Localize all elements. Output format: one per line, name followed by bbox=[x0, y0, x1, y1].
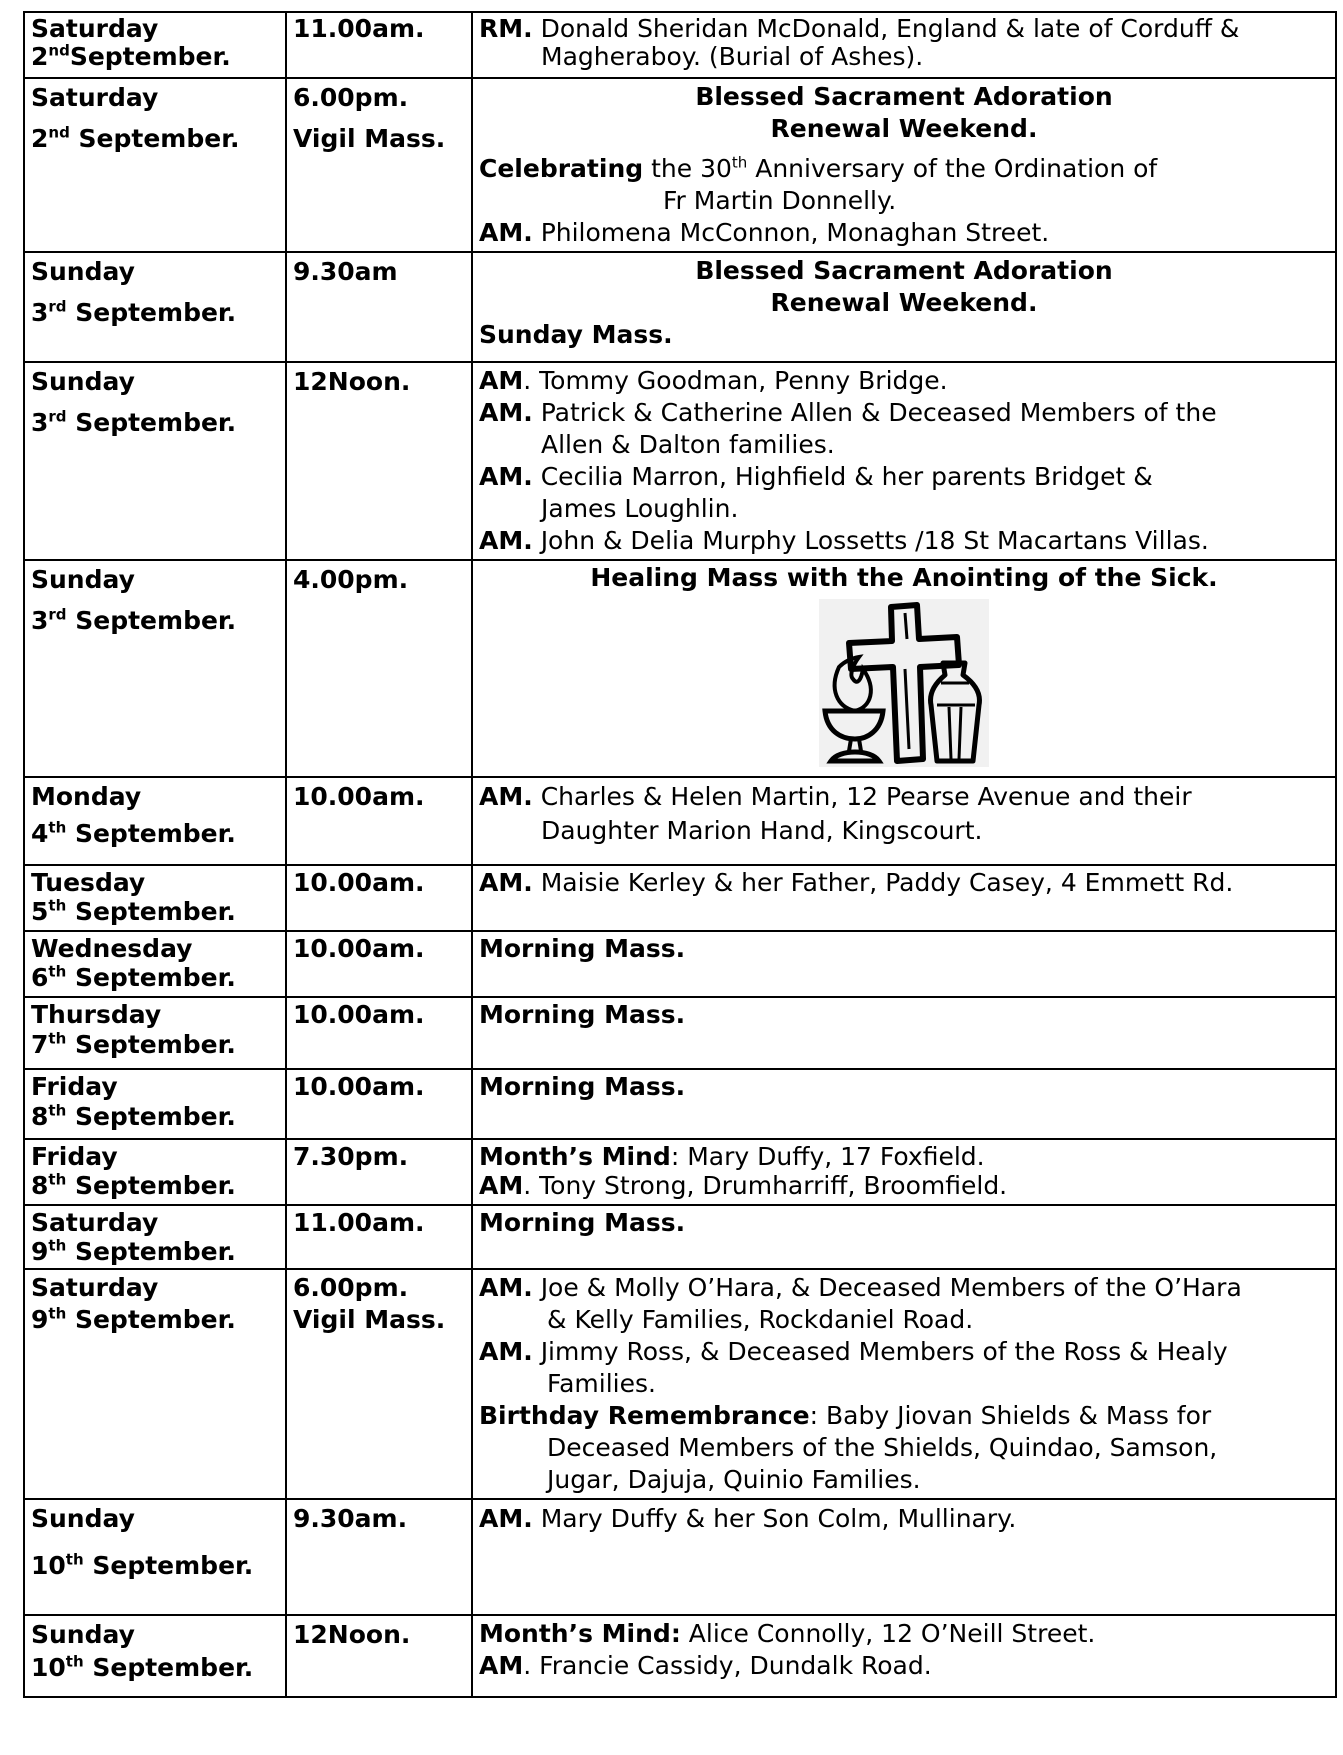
day-cell bbox=[24, 252, 286, 362]
day-name: Friday bbox=[31, 1142, 118, 1171]
intention-entry: AM. Charles & Helen Martin, 12 Pearse Avenue and their bbox=[479, 782, 1192, 811]
intention-cell bbox=[472, 560, 1336, 777]
intention-entry: AM. John & Delia Murphy Lossetts /18 St Macartans Villas. bbox=[479, 526, 1209, 555]
cross-chalice-oil-icon bbox=[819, 599, 989, 767]
table-row bbox=[24, 560, 1336, 777]
intention-entry: AM. Patrick & Catherine Allen & Deceased Members of the bbox=[479, 398, 1217, 427]
date: 3rd September. bbox=[31, 297, 237, 327]
day-name: Friday bbox=[31, 1072, 118, 1101]
intention-continuation: Daughter Marion Hand, Kingscourt. bbox=[541, 816, 983, 845]
date: 4th September. bbox=[31, 818, 236, 848]
intention-cell bbox=[472, 12, 1336, 78]
day-name: Monday bbox=[31, 782, 142, 811]
day-name: Sunday bbox=[31, 367, 135, 396]
time-cell bbox=[286, 12, 472, 78]
date: 9th September. bbox=[31, 1304, 236, 1334]
day-name: Wednesday bbox=[31, 934, 193, 963]
mass-type: Vigil Mass. bbox=[293, 1305, 446, 1334]
intention-entry: AM. Philomena McConnon, Monaghan Street. bbox=[479, 218, 1050, 247]
intention-cell bbox=[472, 1205, 1336, 1269]
intention-continuation: Jugar, Dajuja, Quinio Families. bbox=[547, 1465, 921, 1494]
time: 11.00am. bbox=[293, 14, 425, 43]
heading: Blessed Sacrament Adoration bbox=[695, 256, 1113, 285]
intention-cell bbox=[472, 1615, 1336, 1697]
table-row bbox=[24, 997, 1336, 1069]
day-name: Saturday bbox=[31, 1273, 159, 1302]
celebrating-continuation: Fr Martin Donnelly. bbox=[663, 186, 897, 215]
table-row bbox=[24, 1269, 1336, 1499]
time: 10.00am. bbox=[293, 868, 425, 897]
day-name: Sunday bbox=[31, 1504, 135, 1533]
date: 8th September. bbox=[31, 1170, 236, 1200]
heading: Healing Mass with the Anointing of the Sick. bbox=[590, 563, 1218, 592]
intention-cell bbox=[472, 997, 1336, 1069]
day-cell bbox=[24, 12, 286, 78]
day-name: Sunday bbox=[31, 565, 135, 594]
date: 6th September. bbox=[31, 962, 236, 992]
day-cell bbox=[24, 1205, 286, 1269]
intention-cell bbox=[472, 931, 1336, 997]
table-row bbox=[24, 362, 1336, 560]
intention-continuation: Deceased Members of the Shields, Quindao, Samson, bbox=[547, 1433, 1218, 1462]
time-cell bbox=[286, 1499, 472, 1615]
subheading: Renewal Weekend. bbox=[770, 288, 1038, 317]
day-cell bbox=[24, 78, 286, 252]
time-cell bbox=[286, 931, 472, 997]
day-cell bbox=[24, 560, 286, 777]
intention-entry: AM. Francie Cassidy, Dundalk Road. bbox=[479, 1651, 932, 1680]
table-row bbox=[24, 1499, 1336, 1615]
day-cell bbox=[24, 997, 286, 1069]
date: 10th September. bbox=[31, 1652, 254, 1682]
time-cell bbox=[286, 1205, 472, 1269]
time-cell bbox=[286, 997, 472, 1069]
time-cell bbox=[286, 78, 472, 252]
table-row bbox=[24, 1615, 1336, 1697]
table-row bbox=[24, 865, 1336, 931]
time: 9.30am. bbox=[293, 1504, 408, 1533]
day-name: Thursday bbox=[31, 1000, 162, 1029]
mass-label: Morning Mass. bbox=[479, 1208, 686, 1237]
intention-cell bbox=[472, 777, 1336, 865]
time: 6.00pm. bbox=[293, 83, 409, 112]
intention-entry: AM. Maisie Kerley & her Father, Paddy Casey, 4 Emmett Rd. bbox=[479, 868, 1234, 897]
intention-cell bbox=[472, 78, 1336, 252]
intention-cell bbox=[472, 362, 1336, 560]
intention-cell bbox=[472, 1069, 1336, 1139]
intention-continuation: James Loughlin. bbox=[541, 494, 739, 523]
table-row bbox=[24, 78, 1336, 252]
intention-entry: Month’s Mind: Mary Duffy, 17 Foxfield. bbox=[479, 1142, 985, 1171]
day-cell bbox=[24, 1069, 286, 1139]
day-cell bbox=[24, 1139, 286, 1205]
day-cell bbox=[24, 777, 286, 865]
intention-entry: Birthday Remembrance: Baby Jiovan Shields & Mass for bbox=[479, 1401, 1212, 1430]
day-cell bbox=[24, 931, 286, 997]
intention-entry: AM. Jimmy Ross, & Deceased Members of the Ross & Healy bbox=[479, 1337, 1228, 1366]
time: 10.00am. bbox=[293, 1072, 425, 1101]
time-cell bbox=[286, 1069, 472, 1139]
time: 6.00pm. bbox=[293, 1273, 409, 1302]
subheading: Renewal Weekend. bbox=[770, 114, 1038, 143]
date: 10th September. bbox=[31, 1550, 254, 1580]
intention-continuation: Families. bbox=[547, 1369, 656, 1398]
heading: Blessed Sacrament Adoration bbox=[695, 82, 1113, 111]
time-cell bbox=[286, 865, 472, 931]
day-name: Tuesday bbox=[31, 868, 146, 897]
date: 3rd September. bbox=[31, 605, 237, 635]
mass-label: Morning Mass. bbox=[479, 1000, 686, 1029]
date: 2nd September. bbox=[31, 123, 240, 153]
time-cell bbox=[286, 252, 472, 362]
time: 4.00pm. bbox=[293, 565, 409, 594]
time: 9.30am bbox=[293, 257, 398, 286]
day-cell bbox=[24, 1615, 286, 1697]
time-cell bbox=[286, 362, 472, 560]
day-name: Saturday bbox=[31, 14, 159, 43]
table-row bbox=[24, 931, 1336, 997]
day-cell bbox=[24, 865, 286, 931]
date: 7th September. bbox=[31, 1029, 236, 1059]
time: 11.00am. bbox=[293, 1208, 425, 1237]
day-cell bbox=[24, 1499, 286, 1615]
table-row bbox=[24, 12, 1336, 78]
date: 5th September. bbox=[31, 896, 236, 926]
mass-label: Morning Mass. bbox=[479, 934, 686, 963]
intention-cell bbox=[472, 1499, 1336, 1615]
time: 10.00am. bbox=[293, 782, 425, 811]
intention-cell bbox=[472, 1269, 1336, 1499]
intention-entry: Month’s Mind: Alice Connolly, 12 O’Neill Street. bbox=[479, 1619, 1096, 1648]
intention-cell bbox=[472, 1139, 1336, 1205]
time-cell bbox=[286, 1139, 472, 1205]
time: 12Noon. bbox=[293, 367, 411, 396]
date: 9th September. bbox=[31, 1236, 236, 1266]
table-row bbox=[24, 252, 1336, 362]
date: 2ndSeptember. bbox=[31, 41, 231, 71]
time-cell bbox=[286, 1615, 472, 1697]
anointing-image bbox=[479, 599, 1329, 774]
table-row bbox=[24, 1139, 1336, 1205]
table-row bbox=[24, 777, 1336, 865]
intention-cell bbox=[472, 865, 1336, 931]
celebrating-line: Celebrating the 30th Anniversary of the Ordination of bbox=[479, 153, 1158, 183]
intention-entry: AM. Mary Duffy & her Son Colm, Mullinary. bbox=[479, 1504, 1017, 1533]
day-cell bbox=[24, 1269, 286, 1499]
intention-entry: AM. Tommy Goodman, Penny Bridge. bbox=[479, 366, 948, 395]
intention-continuation: Magheraboy. (Burial of Ashes). bbox=[541, 42, 924, 71]
intention-continuation: & Kelly Families, Rockdaniel Road. bbox=[547, 1305, 974, 1334]
table-row bbox=[24, 1205, 1336, 1269]
intention-entry: AM. Tony Strong, Drumharriff, Broomfield. bbox=[479, 1171, 1008, 1200]
intention-continuation: Allen & Dalton families. bbox=[541, 430, 835, 459]
intention-cell bbox=[472, 252, 1336, 362]
time: 7.30pm. bbox=[293, 1142, 409, 1171]
table-row bbox=[24, 1069, 1336, 1139]
day-name: Saturday bbox=[31, 83, 159, 112]
time-cell bbox=[286, 560, 472, 777]
intention-entry: RM. Donald Sheridan McDonald, England & late of Corduff & bbox=[479, 14, 1240, 43]
mass-type: Vigil Mass. bbox=[293, 124, 446, 153]
time: 12Noon. bbox=[293, 1620, 411, 1649]
intention-entry: AM. Joe & Molly O’Hara, & Deceased Members of the O’Hara bbox=[479, 1273, 1242, 1302]
mass-schedule-table bbox=[23, 11, 1337, 1698]
date: 3rd September. bbox=[31, 407, 237, 437]
mass-label: Morning Mass. bbox=[479, 1072, 686, 1101]
day-name: Sunday bbox=[31, 1620, 135, 1649]
time: 10.00am. bbox=[293, 1000, 425, 1029]
time-cell bbox=[286, 777, 472, 865]
time: 10.00am. bbox=[293, 934, 425, 963]
day-name: Sunday bbox=[31, 257, 135, 286]
mass-label: Sunday Mass. bbox=[479, 320, 673, 349]
date: 8th September. bbox=[31, 1101, 236, 1131]
intention-entry: AM. Cecilia Marron, Highfield & her parents Bridget & bbox=[479, 462, 1153, 491]
day-cell bbox=[24, 362, 286, 560]
time-cell bbox=[286, 1269, 472, 1499]
day-name: Saturday bbox=[31, 1208, 159, 1237]
